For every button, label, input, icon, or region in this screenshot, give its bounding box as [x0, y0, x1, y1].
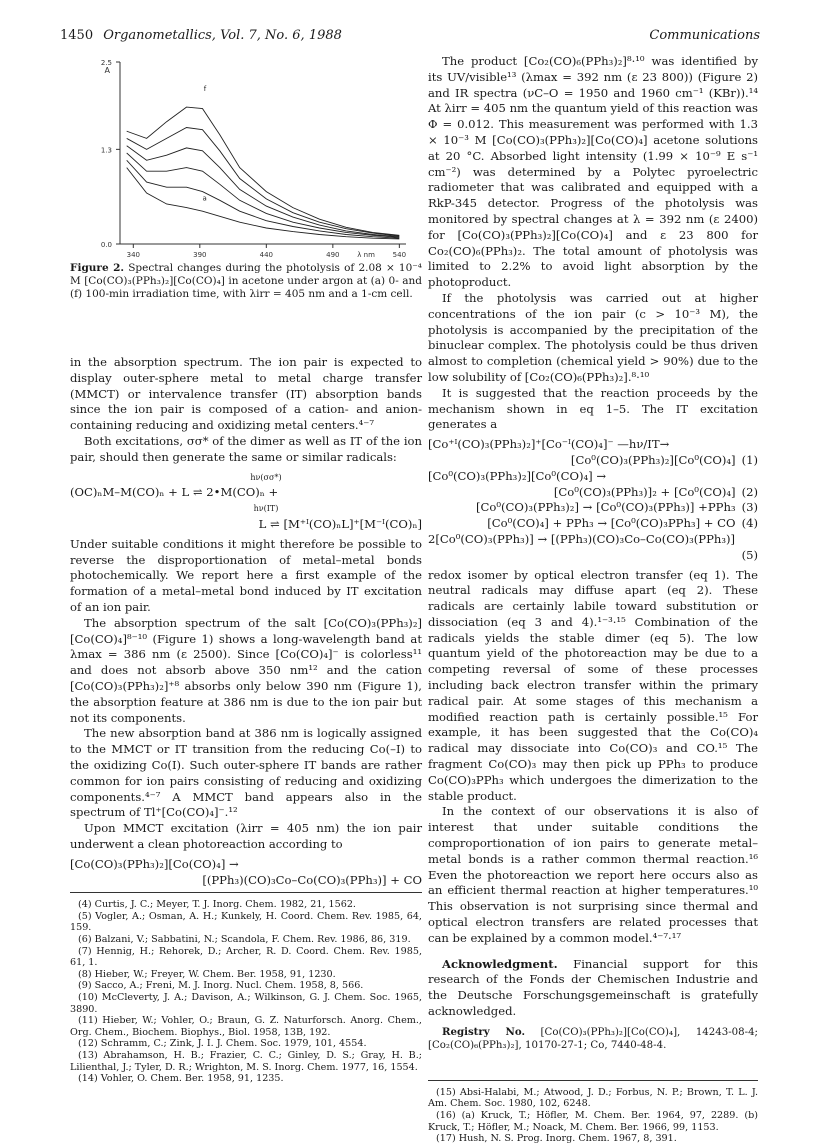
header-left — [60, 28, 342, 48]
x-tick-label: 390 — [193, 251, 207, 258]
eq-number: (2) — [741, 484, 758, 499]
paragraph: in the absorption spectrum. The ion pair is expected to display outer-sphere metal to metal charge transfer (MMCT) or intervalence transfer (IT) absorption bands since the ion pair is composed of a cation- and anion-containing reducing and oxidizing metal centers.⁴⁻⁷ — [70, 355, 422, 433]
paragraph: Upon MMCT excitation (λirr = 405 nm) the ion pair underwent a clean photoreaction according to — [70, 821, 422, 851]
reference-item: (7) Hennig, H.; Rehorek, D.; Archer, R. D. Coord. Chem. Rev. 1985, 61, 1. — [70, 945, 422, 969]
reference-item: (16) (a) Kruck, T.; Höfler, M. Chem. Ber. 1964, 97, 2289. (b) Kruck, T.; Höfler, M.; Noack, M. Chem. Ber. 1966, 99, 1153. — [428, 1110, 758, 1133]
reference-item: (10) McCleverty, J. A.; Davison, A.; Wilkinson, G. J. Chem. Soc. 1965, 3890. — [70, 992, 422, 1015]
reference-item: (11) Hieber, W.; Vohler, O.; Braun, G. Z. Naturforsch. Anorg. Chem., Org. Chem., Biochem. Biophys., Biol. 1958, 13B, 192. — [70, 1015, 422, 1038]
running-header — [60, 28, 760, 48]
eq-line — [428, 453, 758, 469]
eq-line — [428, 485, 758, 501]
chart-ticks — [101, 59, 406, 258]
eq-text: [Co⁰(CO)₃(PPh₃)]₂ + [Co⁰(CO)₄] — [553, 484, 736, 499]
spectrum-curve-b — [127, 160, 400, 238]
figure-caption — [70, 262, 422, 301]
spectrum-curve-d — [127, 146, 400, 237]
chart-frame — [120, 62, 406, 244]
eq-number: (3) — [741, 500, 758, 515]
paragraph: If the photolysis was carried out at higher concentrations of the ion pair (c > 10⁻³ M), the photolysis is accompanied by the precipitation of the binuclear complex. The photolysis could be thus driven almost to completion (chemical yield > 90%) due to the low solubility of [Co₂(CO)₆(PPh₃)₂].⁸·¹⁰ — [428, 290, 758, 384]
reference-item: (5) Vogler, A.; Osman, A. H.; Kunkely, H. Coord. Chem. Rev. 1985, 64, 159. — [70, 910, 422, 934]
figure-caption-label: Figure 2. — [70, 262, 125, 274]
left-column — [70, 54, 422, 1085]
x-tick-label: 490 — [326, 251, 340, 258]
eq-number: (4) — [741, 516, 758, 531]
equation-general — [70, 470, 422, 533]
paragraph: The absorption spectrum of the salt [Co(CO)₃(PPh₃)₂][Co(CO)₄]⁸⁻¹⁰ (Figure 1) shows a long-wavelength band at λmax = 386 nm (ε 2500). Since [Co(CO)₄]⁻ is colorless¹¹ and does not absorb above 350 nm¹² and the cation [Co(CO)₃(PPh₃)₂]⁺⁸ absorbs only below 390 nm (Figure 1), the absorption feature at 386 nm is due to the ion pair but not its components. — [70, 615, 422, 725]
figure-caption-text: Spectral changes during the photolysis of 2.08 × 10⁻⁴ M [Co(CO)₃(PPh₃)₂][Co(CO)₄] in acetone under argon at (a) 0- and (f) 100-min irradiation time, with λirr = 405 nm and a 1-cm cell. — [70, 262, 423, 300]
reference-item: (17) Hush, N. S. Prog. Inorg. Chem. 1967, 8, 391. — [436, 1133, 677, 1145]
registry — [428, 1026, 758, 1052]
eq-line: [(PPh₃)(CO)₃Co–Co(CO)₃(PPh₃)] + CO — [202, 872, 422, 887]
reference-item: (4) Curtis, J. C.; Meyer, T. J. Inorg. Chem. 1982, 21, 1562. — [78, 899, 356, 911]
curve-label-a: a — [202, 194, 207, 203]
curve-label-f: f — [203, 85, 207, 94]
reference-item: (8) Hieber, W.; Freyer, W. Chem. Ber. 1958, 91, 1230. — [78, 968, 336, 980]
eq-line: [Co⁺ᴵ(CO)₃(PPh₃)₂]⁺[Co⁻ᴵ(CO)₄]⁻ —hν/IT→ — [428, 437, 670, 452]
y-axis-label: A — [104, 65, 110, 75]
eq-number: (1) — [741, 452, 758, 467]
registry-heading: Registry No. — [442, 1025, 525, 1038]
spectrum-chart — [70, 54, 422, 258]
y-tick-label: 0.0 — [100, 241, 112, 249]
acknowledgment-text: Financial support for this research of the Fonds der Chemischen Industrie and the Deutsche Forschungsgemeinschaft is gratefully acknowledged. — [428, 956, 759, 1019]
spectrum-curve-a — [127, 168, 400, 239]
x-tick-label: 340 — [126, 251, 140, 258]
registry-text: [Co(CO)₃(PPh₃)₂][Co(CO)₄], 14243-08-4; [Co₂(CO)₆(PPh₃)₂], 10170-27-1; Co, 7440-48-4. — [428, 1026, 758, 1051]
y-tick-label: 1.3 — [100, 146, 112, 155]
paragraph: Both excitations, σσ* of the dimer as well as IT of the ion pair, should then generate the same or similar radicals: — [70, 433, 422, 464]
eq-line: [Co(CO)₃(PPh₃)₂][Co(CO)₄] → — [70, 856, 239, 871]
section-name: Communications — [649, 28, 760, 43]
acknowledgment — [428, 957, 758, 1020]
page-number: 1450 — [60, 28, 94, 43]
spectrum-curve-c — [127, 153, 400, 237]
paragraph: redox isomer by optical electron transfer (eq 1). The neutral radicals may diffuse apart (eq 2). These radicals are certainly labile toward substitution or dissociation (eq 3 and 4).¹⁻³·¹⁵ Combination of the radicals yields the stable dimer (eq 5). The low quantum yield of the photoreaction may be due to a competing reversal of some of these processes including back electron transfer within the primary radical pair. At some stages of this mechanism a modified reaction path is certainly possible.¹⁵ For example, it has been suggested that the Co(CO)₄ radical may dissociate into Co(CO)₃ and CO.¹⁵ The fragment Co(CO)₃ may then pick up PPh₃ to produce Co(CO)₃PPh₃ which undergoes the dimerization to the stable product. — [428, 567, 758, 803]
mechanism-equations — [428, 437, 758, 563]
paragraph: The product [Co₂(CO)₆(PPh₃)₂]⁸·¹⁰ was identified by its UV/visible¹³ (λmax = 392 nm (ε 23 800)) (Figure 2) and IR spectra (νC–O = 1950 and 1960 cm⁻¹ (KBr)).¹⁴ At λirr = 405 nm the quantum yield of this reaction was Φ = 0.012. This measurement was performed with 1.3 × 10⁻³ M [Co(CO)₃(PPh₃)₂][Co(CO)₄] acetone solutions at 20 °C. Absorbed light intensity (1.99 × 10⁻⁹ E s⁻¹ cm⁻²) was determined by a Polytec pyroelectric radiometer that was calibrated and equipped with a RkP-345 detector. Progress of the photolysis was monitored by spectral changes at λ = 392 nm (ε 2400) for [Co(CO)₃(PPh₃)₂][Co(CO)₄] and ε 23 800 for Co₂(CO)₆(PPh₃)₂. The total amount of photolysis was limited to 2.2% to avoid light absorption by the photoproduct. — [428, 54, 758, 290]
reference-item: (14) Vohler, O. Chem. Ber. 1958, 91, 1235. — [78, 1073, 284, 1085]
reference-item: (6) Balzani, V.; Sabbatini, N.; Scandola, F. Chem. Rev. 1986, 86, 319. — [78, 934, 411, 946]
y-tick-label: 2.5 — [100, 59, 112, 67]
paragraph: The new absorption band at 386 nm is logically assigned to the MMCT or IT transition from the reducing Co(–I) to the oxidizing Co(I). Such outer-sphere IT bands are rather common for ion pairs consisting of reducing and oxidizing components.⁴⁻⁷ A MMCT band appears also in the spectrum of Tl⁺[Co(CO)₄]⁻.¹² — [70, 726, 422, 820]
paragraph: In the context of our observations it is also of interest that under suitable conditions the comproportionation of ion pairs to generate metal–metal bonds is a rather common thermal reaction.¹⁶ Even the photoreaction we report here occurs also as an efficient thermal reaction at higher temperatures.¹⁰ This observation is not surprising since thermal and optical electron transfers are related processes that can be explained by a common model.⁴⁻⁷·¹⁷ — [428, 804, 758, 945]
chart-curves — [127, 107, 400, 239]
eq-line — [428, 500, 758, 516]
journal-citation: Organometallics, Vol. 7, No. 6, 1988 — [103, 28, 342, 43]
x-axis-unit: λ nm — [357, 251, 375, 258]
eq-text: [Co⁰(CO)₃(PPh₃)₂][Co⁰(CO)₄] — [570, 452, 736, 467]
reference-item: (9) Sacco, A.; Freni, M. J. Inorg. Nucl. Chem. 1958, 8, 566. — [78, 980, 364, 992]
acknowledgment-heading: Acknowledgment. — [442, 956, 558, 971]
reference-item: (12) Schramm, C.; Zink, J. I. J. Chem. Soc. 1979, 101, 4554. — [78, 1038, 367, 1050]
references-right — [428, 1087, 758, 1145]
eq-line: 2[Co⁰(CO)₃(PPh₃)] → [(PPh₃)(CO)₃Co–Co(CO)₃(PPh₃)] — [428, 531, 736, 546]
paragraph: Under suitable conditions it might therefore be possible to reverse the disproportionation of metal–metal bonds photochemically. We report here a first example of the formation of a metal–metal bond induced by IT excitation of an ion pair. — [70, 536, 422, 614]
footnote-rule — [70, 892, 422, 893]
eq-text: [Co⁰(CO)₃(PPh₃)₂] → [Co⁰(CO)₃(PPh₃)] +PPh₃ — [475, 500, 736, 515]
eq-line: (OC)ₙM–M(CO)ₙ + L ⇌ 2•M(CO)ₙ + — [70, 485, 279, 500]
equation-photoreaction — [70, 857, 422, 889]
figure-2 — [70, 54, 422, 258]
eq-line — [428, 516, 758, 532]
footnote-rule — [428, 1080, 758, 1081]
x-tick-label: 540 — [392, 251, 407, 258]
reference-item: (15) Absi-Halabi, M.; Atwood, J. D.; Forbus, N. P.; Brown, T. L. J. Am. Chem. Soc. 1980, 102, 6248. — [428, 1086, 758, 1110]
eq-line: L ⇌ [M⁺ᴵ(CO)ₙL]⁺[M⁻ᴵ(CO)ₙ] — [258, 516, 422, 531]
chart-labels — [105, 66, 376, 258]
eq-text: [Co⁰(CO)₄] + PPh₃ → [Co⁰(CO)₃PPh₃] + CO — [487, 516, 736, 531]
x-tick-label: 440 — [259, 251, 274, 258]
eq-arrow-label: hν(IT) — [253, 504, 279, 514]
eq-number: (5) — [741, 547, 758, 562]
eq-line: [Co⁰(CO)₃(PPh₃)₂][Co⁰(CO)₄] → — [428, 468, 607, 483]
right-column — [428, 54, 758, 1145]
references-left — [70, 899, 422, 1085]
paragraph: It is suggested that the reaction proceeds by the mechanism shown in eq 1–5. The IT excitation generates a — [428, 385, 758, 432]
reference-item: (13) Abrahamson, H. B.; Frazier, C. C.; Ginley, D. S.; Gray, H. B.; Lilienthal, J.; Tyler, D. R.; Wrighton, M. S. Inorg. Chem. 1977, 16, 1554. — [70, 1050, 422, 1073]
eq-arrow-label: hν(σσ*) — [250, 472, 282, 482]
